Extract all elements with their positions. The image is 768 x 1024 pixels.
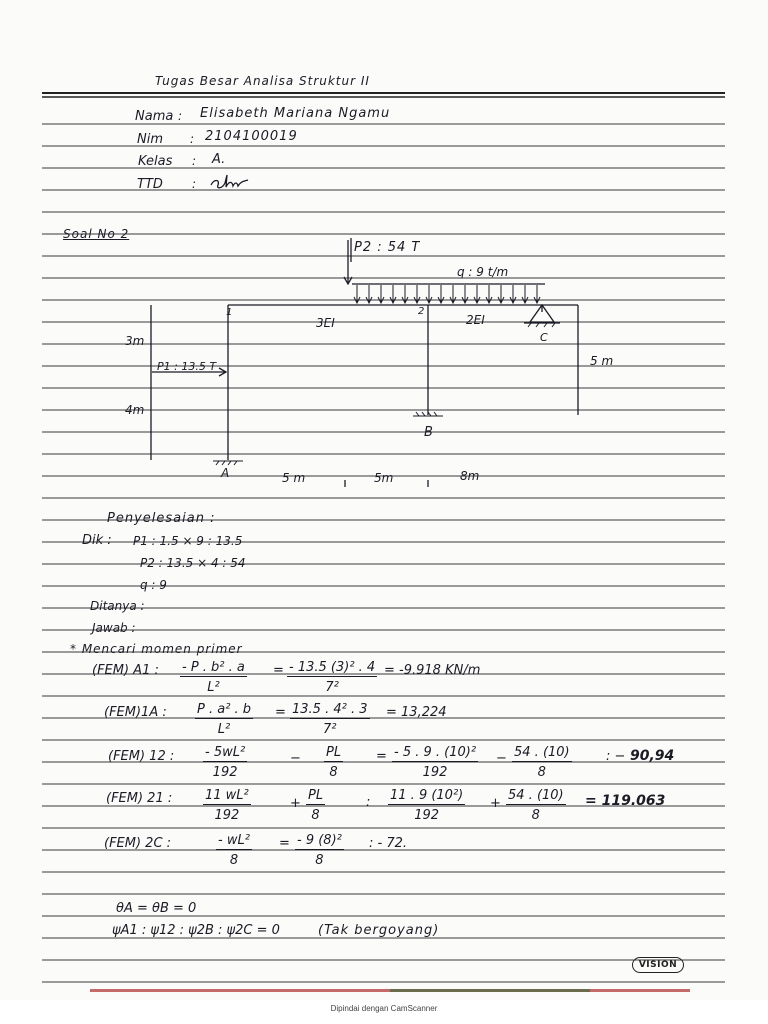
fem-21-formula-a: $\frac{\text{11 wL²}}{192}$ (205, 788, 249, 823)
node-2-label: 2 (418, 306, 425, 317)
fem-1a-formula: $\frac{\text{P . a² . b}}{\text{L²}}$ (197, 702, 252, 737)
fem-12-minus-2: − (496, 751, 507, 766)
dik-label: Dik : (82, 533, 112, 548)
fem-a1-result: = -9.918 KN/m (384, 663, 481, 678)
fem-2c-label: (FEM) 2C : (104, 836, 172, 851)
span-1-label: 5 m (282, 471, 306, 485)
fem-21-plus: + (290, 796, 301, 811)
dik-p1: P1 : 1.5 × 9 : 13.5 (133, 534, 243, 548)
node-1-label: 1 (226, 307, 233, 318)
theta-line: θA = θB = 0 (116, 901, 197, 916)
q-label: q : 9 t/m (457, 265, 509, 279)
fem-12-substitution-a: $\frac{\text{- 5 . 9 . (10)²}}{192}$ (394, 745, 477, 780)
name-label: Nama (135, 109, 174, 124)
fem-12-result-sign: : − (606, 749, 626, 764)
ttd-label: TTD (137, 177, 163, 192)
node-c-label: C (540, 331, 548, 344)
ei-right-label: 2EI (466, 313, 485, 327)
dim-4m-label: 4m (125, 403, 145, 417)
fem-21-equals: : (366, 795, 371, 810)
ei-left-label: 3EI (316, 316, 335, 330)
fem-12-substitution-b: $\frac{54 . (10)}{8}$ (514, 745, 570, 780)
notebook-page: Tugas Besar Analisa Struktur II Nama : Elisabeth Mariana Ngamu Nim : 2104100019 Kelas : A. TTD : Soal No 2 P2 : 54 T q : 9 t/m P1 : 13.5 T 3EI 2EI 1 2 A B C 3m 4m 5 m 5 m 5m 8m Penyelesaian : Dik : P1 : 1.5 × 9 : 13.5 P2 : 13.5 × 4 : 54 q : 9 Ditanya : Jawab : * Mencari momen primer (FEM) A1 : $\frac{\text{- P . b² . a}}{\text{L²}}$ = $\frac{\text{- 13.5 (3)² . 4}}{\text{7²}}$ = -9.918 KN/m (FEM)1A : $\frac{\text{P . a² . b}}{\text{L²}}$ = $\frac{\text{13.5 . 4² . 3}}{\text{7²}}$ = 13,224 (FEM) 12 : $\frac{\text{- 5wL²}}{192}$ − $\frac{PL}{8}$ = $\frac{\text{- 5 . 9 . (10)²}}{192}$ − $\frac{54 . (10)}{8}$ : − 90,94 (FEM) 21 : $\frac{\text{11 wL²}}{192}$ + $\frac{PL}{8}$ : $\frac{\text{11 . 9 (10²)}}{192}$ + $\frac{54 . (10)}{8}$ = 119.063 (FEM) 2C : $\frac{\text{- wL²}}{8}$ = $\frac{\text{- 9 (8)²}}{8}$ : - 72. θA = θB = 0 ψA1 : ψ12 : ψ2B : ψ2C = 0 (Tak bergoyang) VISION (0, 0, 768, 1000)
fem-12-label: (FEM) 12 : (108, 749, 175, 764)
dim-5m-right-label: 5 m (590, 354, 614, 368)
name-value: Elisabeth Mariana Ngamu (200, 106, 391, 121)
fem-12-equals: = (376, 749, 387, 764)
nim-value: 2104100019 (205, 129, 298, 144)
problem-title: Soal No 2 (63, 227, 130, 241)
psi-note: (Tak bergoyang) (318, 923, 440, 938)
nim-label: Nim (137, 132, 163, 147)
span-3-label: 8m (460, 469, 480, 483)
fem-2c-formula: $\frac{\text{- wL²}}{8}$ (218, 833, 250, 868)
fem-12-formula-b: $\frac{PL}{8}$ (326, 745, 342, 780)
mencari-label: * Mencari momen primer (70, 642, 243, 656)
ditanya-label: Ditanya : (90, 599, 145, 613)
fem-21-substitution-a: $\frac{\text{11 . 9 (10²)}}{192}$ (390, 788, 464, 823)
fem-2c-substitution: $\frac{\text{- 9 (8)²}}{8}$ (297, 833, 342, 868)
kelas-value: A. (212, 152, 226, 167)
fem-1a-result: = 13,224 (386, 705, 447, 720)
fem-a1-label: (FEM) A1 : (92, 663, 159, 678)
fem-21-substitution-b: $\frac{54 . (10)}{8}$ (508, 788, 564, 823)
fem-12-minus: − (290, 751, 301, 766)
bottom-color-band (90, 988, 690, 993)
kelas-label: Kelas (138, 154, 173, 169)
solution-heading: Penyelesaian : (107, 511, 216, 526)
fem-a1-substitution: $\frac{\text{- 13.5 (3)² . 4}}{\text{7²}}$ (289, 660, 376, 695)
fem-a1-equals: = (273, 663, 284, 678)
psi-line: ψA1 : ψ12 : ψ2B : ψ2C = 0 (112, 923, 280, 938)
node-b-label: B (424, 425, 433, 440)
fem-a1-formula: $\frac{\text{- P . b² . a}}{\text{L²}}$ (182, 660, 245, 695)
dim-3m-label: 3m (125, 334, 145, 348)
jawab-label: Jawab : (92, 621, 136, 635)
page-title: Tugas Besar Analisa Struktur II (155, 74, 370, 88)
notebook-brand-logo: VISION (632, 957, 684, 973)
dik-p2: P2 : 13.5 × 4 : 54 (140, 556, 246, 570)
fem-1a-equals: = (275, 705, 286, 720)
node-a-label: A (221, 466, 230, 480)
fem-2c-equals: = (279, 836, 290, 851)
fem-1a-substitution: $\frac{\text{13.5 . 4² . 3}}{\text{7²}}$ (292, 702, 368, 737)
fem-21-formula-b: $\frac{PL}{8}$ (308, 788, 324, 823)
p2-label: P2 : 54 T (354, 240, 421, 255)
fem-2c-result: : - 72. (369, 836, 408, 851)
dik-q: q : 9 (140, 578, 167, 592)
fem-12-result: 90,94 (630, 748, 675, 764)
span-2-label: 5m (374, 471, 394, 485)
fem-21-result: = 119.063 (585, 793, 666, 809)
p1-label: P1 : 13.5 T (157, 360, 217, 373)
fem-21-label: (FEM) 21 : (106, 791, 173, 806)
scanner-watermark: Dipindai dengan CamScanner (330, 1004, 438, 1013)
fem-21-plus-2: + (490, 796, 501, 811)
fem-12-formula-a: $\frac{\text{- 5wL²}}{192}$ (205, 745, 246, 780)
fem-1a-label: (FEM)1A : (104, 705, 167, 720)
